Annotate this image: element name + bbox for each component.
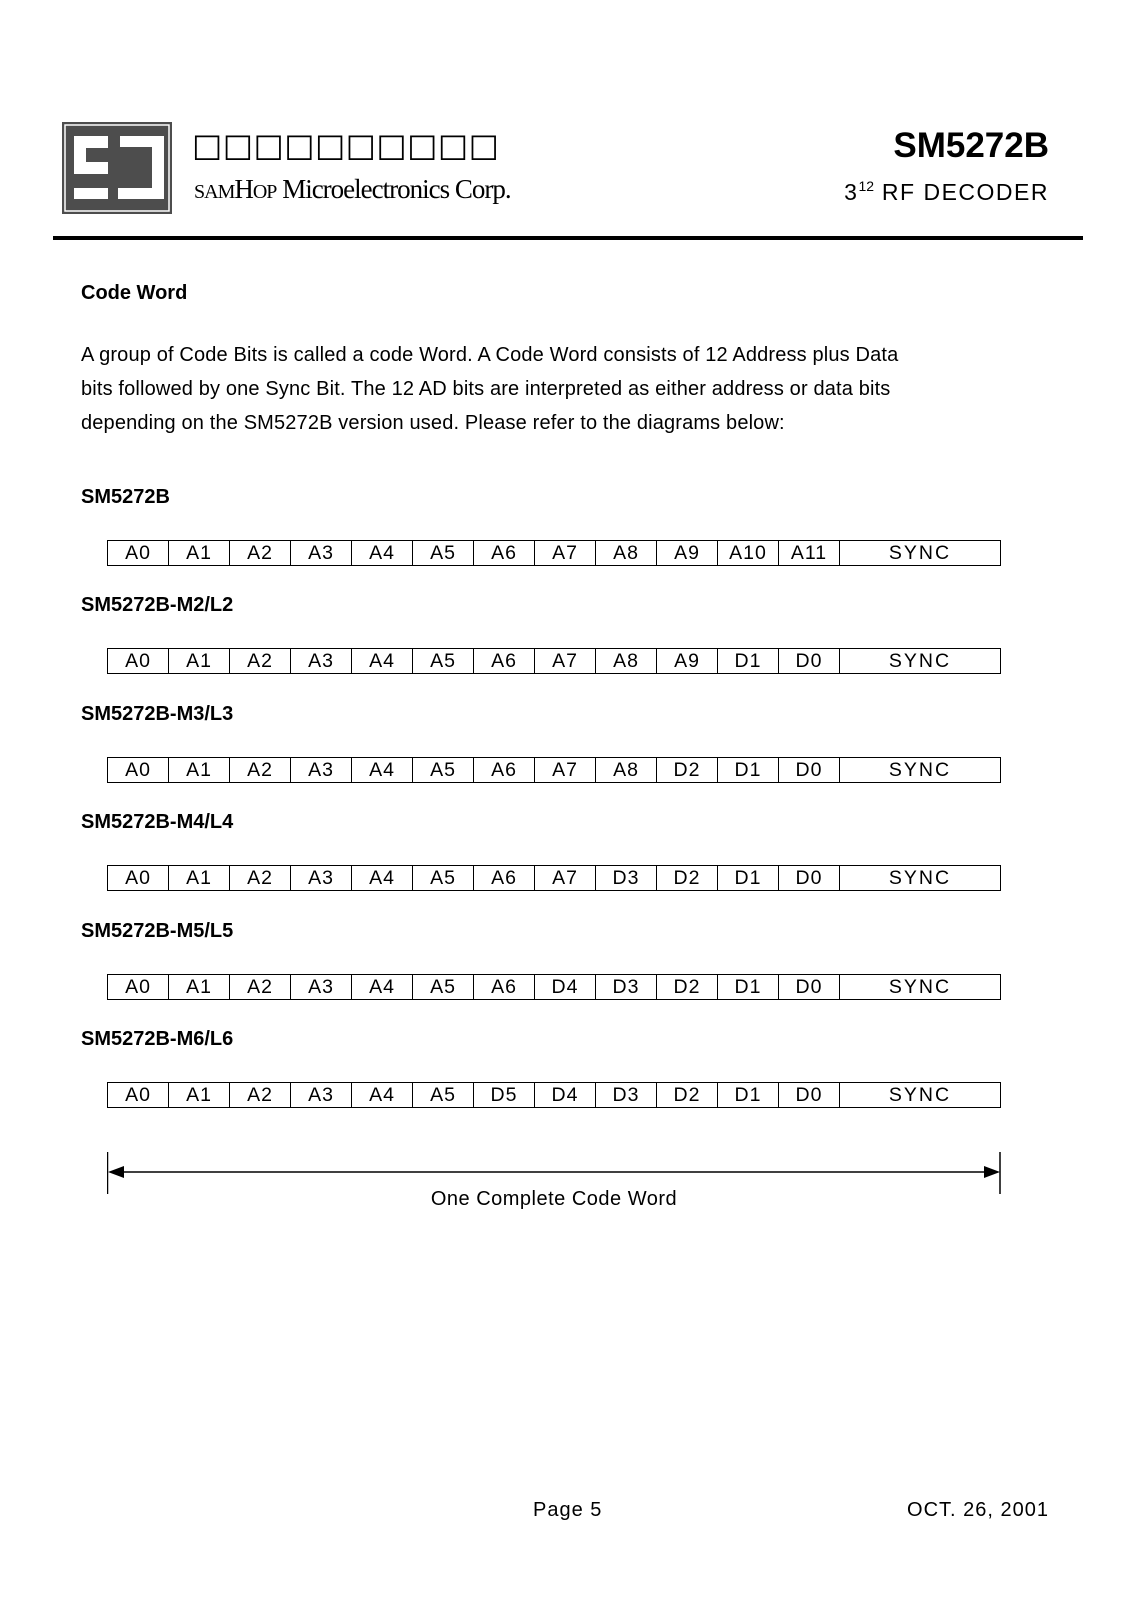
code-bit-cell: D2: [657, 1083, 718, 1107]
code-bit-cell: D0: [779, 649, 840, 673]
code-bit-cell: A6: [474, 758, 535, 782]
code-bit-cell: D1: [718, 866, 779, 890]
code-bit-cell: A2: [230, 541, 291, 565]
code-bit-cell: A5: [413, 866, 474, 890]
variant-label: SM5272B-M3/L3: [81, 703, 234, 725]
code-bit-cell: A2: [230, 866, 291, 890]
header-divider: [53, 236, 1083, 240]
intro-line: bits followed by one Sync Bit. The 12 AD bits are interpreted as either address or data bits: [81, 378, 891, 400]
page-number: Page 5: [533, 1499, 603, 1521]
code-bit-cell: A7: [535, 649, 596, 673]
code-bit-cell: A10: [718, 541, 779, 565]
code-word-row: [107, 540, 1001, 566]
code-bit-cell: A11: [779, 541, 840, 565]
variant-label: SM5272B-M5/L5: [81, 920, 234, 942]
code-bit-cell: D1: [718, 649, 779, 673]
code-bit-cell: A7: [535, 866, 596, 890]
variant-label: SM5272B-M6/L6: [81, 1028, 234, 1050]
code-word-row: [107, 648, 1001, 674]
company-logo: [62, 122, 172, 214]
code-bit-cell: A3: [291, 975, 352, 999]
code-bit-cell: A3: [291, 541, 352, 565]
code-bit-cell: A2: [230, 1083, 291, 1107]
code-bit-cell: A0: [108, 541, 169, 565]
code-bit-cell: A4: [352, 758, 413, 782]
code-bit-cell: D0: [779, 1083, 840, 1107]
section-heading: Code Word: [81, 282, 188, 304]
code-bit-cell: A7: [535, 758, 596, 782]
code-bit-cell: A3: [291, 866, 352, 890]
part-number: SM5272B: [893, 126, 1049, 165]
sync-bit-cell: SYNC: [888, 867, 952, 889]
code-bit-cell: A6: [474, 866, 535, 890]
sync-bit-cell: SYNC: [888, 542, 952, 564]
code-bit-cell: A0: [108, 975, 169, 999]
variant-label: SM5272B-M4/L4: [81, 811, 234, 833]
code-bit-cell: A2: [230, 649, 291, 673]
code-bit-cell: D2: [657, 866, 718, 890]
code-bit-cell: A0: [108, 1083, 169, 1107]
company-name: SAMHOP Microelectronics Corp.: [194, 174, 511, 204]
code-bit-cell: D0: [779, 975, 840, 999]
variant-label: SM5272B: [81, 486, 170, 508]
code-bit-cell: D4: [535, 1083, 596, 1107]
code-bit-cell: A5: [413, 1083, 474, 1107]
code-word-row: [107, 1082, 1001, 1108]
code-bit-cell: A1: [169, 758, 230, 782]
code-bit-cell: D2: [657, 975, 718, 999]
intro-paragraph: [81, 338, 1081, 440]
code-bit-cell: A3: [291, 649, 352, 673]
code-bit-cell: D2: [657, 758, 718, 782]
document-date: OCT. 26, 2001: [907, 1499, 1049, 1521]
part-description: $3^{12}$ RF DECODER: [844, 178, 1049, 205]
code-bit-cell: A9: [657, 649, 718, 673]
code-bit-cell: D3: [596, 975, 657, 999]
code-bit-cell: D3: [596, 1083, 657, 1107]
intro-line: A group of Code Bits is called a code Word. A Code Word consists of 12 Address plus Data: [81, 344, 899, 366]
code-bit-cell: A8: [596, 758, 657, 782]
variant-label: SM5272B-M2/L2: [81, 594, 234, 616]
sync-bit-cell: SYNC: [888, 650, 952, 672]
code-bit-cell: A0: [108, 649, 169, 673]
code-bit-cell: A7: [535, 541, 596, 565]
code-bit-cell: A4: [352, 1083, 413, 1107]
code-bit-cell: A1: [169, 1083, 230, 1107]
code-bit-cell: D1: [718, 975, 779, 999]
code-bit-cell: A2: [230, 975, 291, 999]
code-bit-cell: A6: [474, 975, 535, 999]
code-bit-cell: A4: [352, 541, 413, 565]
code-bit-cell: A5: [413, 758, 474, 782]
code-bit-cell: A4: [352, 866, 413, 890]
code-bit-cell: A5: [413, 541, 474, 565]
code-bit-cell: A8: [596, 541, 657, 565]
code-bit-cell: D5: [474, 1083, 535, 1107]
code-word-row: [107, 757, 1001, 783]
code-bit-cell: D1: [718, 758, 779, 782]
intro-line: depending on the SM5272B version used. Please refer to the diagrams below:: [81, 412, 785, 434]
code-word-span-label: One Complete Code Word: [430, 1188, 678, 1210]
sync-bit-cell: SYNC: [888, 1084, 952, 1106]
code-word-row: [107, 974, 1001, 1000]
code-bit-cell: D1: [718, 1083, 779, 1107]
code-bit-cell: A0: [108, 866, 169, 890]
code-bit-cell: A1: [169, 866, 230, 890]
code-bit-cell: A4: [352, 975, 413, 999]
sync-bit-cell: SYNC: [888, 759, 952, 781]
code-bit-cell: A1: [169, 541, 230, 565]
code-bit-cell: A0: [108, 758, 169, 782]
code-bit-cell: A2: [230, 758, 291, 782]
code-bit-cell: A1: [169, 975, 230, 999]
code-word-row: [107, 865, 1001, 891]
code-bit-cell: A3: [291, 758, 352, 782]
code-bit-cell: A1: [169, 649, 230, 673]
code-bit-cell: A9: [657, 541, 718, 565]
code-bit-cell: A3: [291, 1083, 352, 1107]
code-bit-cell: A8: [596, 649, 657, 673]
sync-bit-cell: SYNC: [888, 976, 952, 998]
code-bit-cell: D0: [779, 758, 840, 782]
code-bit-cell: A6: [474, 541, 535, 565]
code-bit-cell: D0: [779, 866, 840, 890]
code-bit-cell: A5: [413, 975, 474, 999]
code-bit-cell: D4: [535, 975, 596, 999]
code-bit-cell: A4: [352, 649, 413, 673]
code-bit-cell: A5: [413, 649, 474, 673]
code-bit-cell: D3: [596, 866, 657, 890]
company-name-chinese: □□□□□□□□□□: [192, 126, 500, 164]
code-bit-cell: A6: [474, 649, 535, 673]
